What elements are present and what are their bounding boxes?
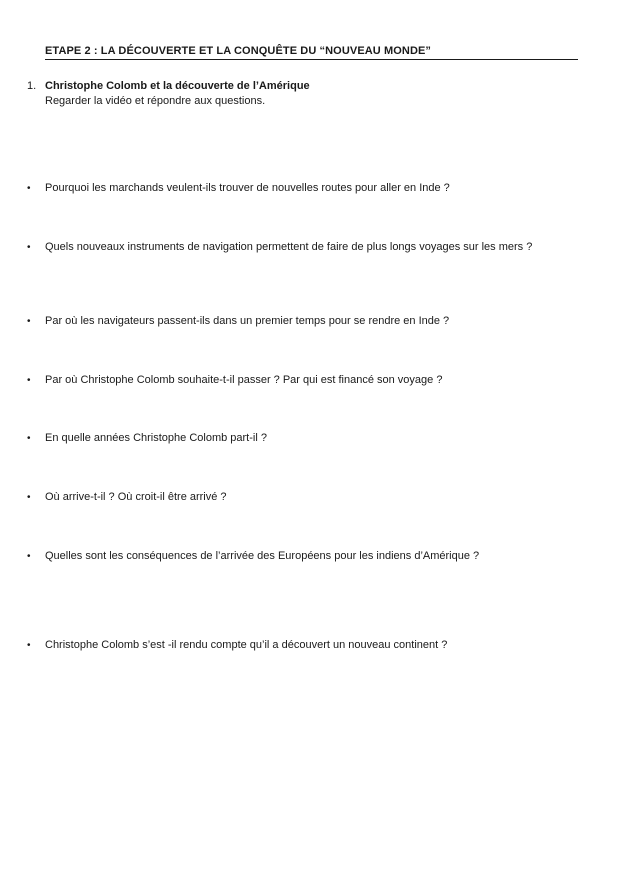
question-text: Pourquoi les marchands veulent-ils trouver de nouvelles routes pour aller en Inde ? bbox=[45, 182, 450, 194]
section-instruction: Regarder la vidéo et répondre aux questions. bbox=[45, 95, 266, 107]
question-text: Quels nouveaux instruments de navigation permettent de faire de plus longs voyages sur les mers ? bbox=[45, 241, 533, 253]
question-text: Par où Christophe Colomb souhaite-t-il passer ? Par qui est financé son voyage ? bbox=[45, 374, 443, 386]
bullet-icon: • bbox=[27, 242, 31, 253]
question-text: En quelle années Christophe Colomb part-il ? bbox=[45, 432, 267, 444]
question-text: Par où les navigateurs passent-ils dans un premier temps pour se rendre en Inde ? bbox=[45, 315, 450, 327]
question-text: Quelles sont les conséquences de l’arrivée des Européens pour les indiens d’Amérique ? bbox=[45, 550, 480, 562]
bullet-icon: • bbox=[27, 551, 31, 562]
bullet-icon: • bbox=[27, 433, 31, 444]
section-number: 1. bbox=[27, 80, 37, 92]
page-heading: ETAPE 2 : LA DÉCOUVERTE ET LA CONQUÊTE DU “NOUVEAU MONDE” bbox=[45, 45, 578, 60]
bullet-icon: • bbox=[27, 492, 31, 503]
question-text: Christophe Colomb s’est -il rendu compte qu’il a découvert un nouveau continent ? bbox=[45, 639, 448, 651]
bullet-icon: • bbox=[27, 375, 31, 386]
bullet-icon: • bbox=[27, 640, 31, 651]
section-title: Christophe Colomb et la découverte de l’Amérique bbox=[45, 80, 310, 92]
bullet-icon: • bbox=[27, 183, 31, 194]
bullet-icon: • bbox=[27, 316, 31, 327]
question-text: Où arrive-t-il ? Où croit-il être arrivé ? bbox=[45, 491, 227, 503]
